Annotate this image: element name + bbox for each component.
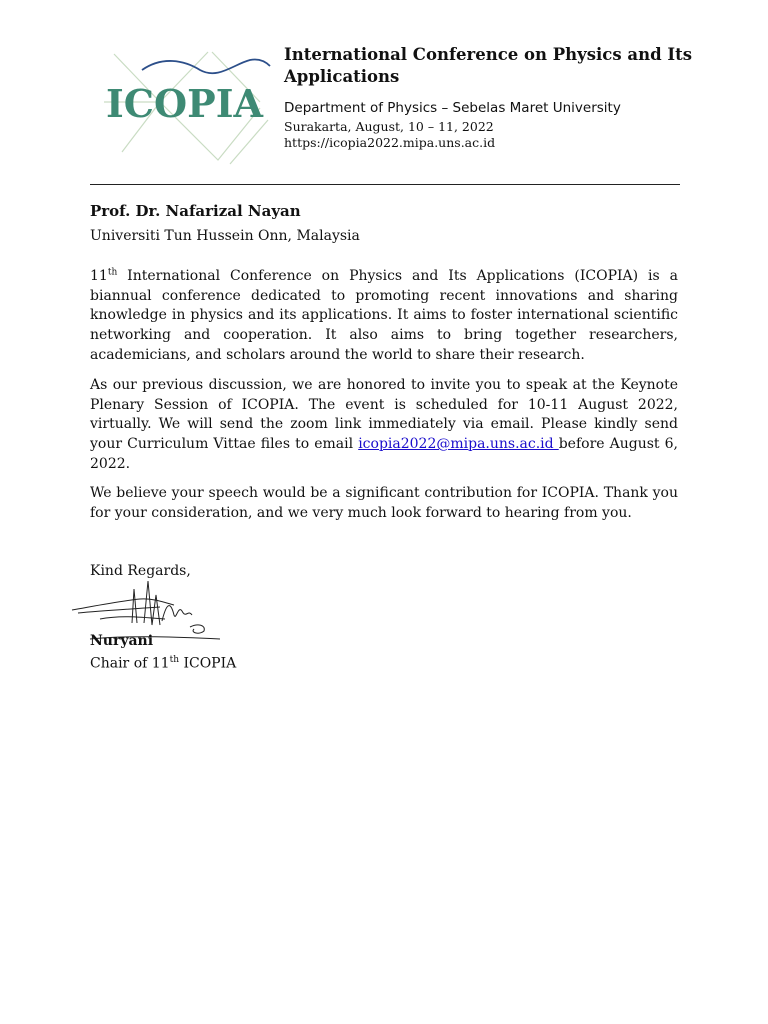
role-prefix: Chair of 11 <box>90 655 170 672</box>
email-link[interactable]: icopia2022@mipa.uns.ac.id <box>358 436 559 453</box>
letterhead <box>0 0 768 180</box>
role-suffix: ICOPIA <box>179 655 237 672</box>
signer-name: Nuryani <box>90 633 154 649</box>
role-ordinal-suffix: th <box>169 655 179 665</box>
icopia-logo <box>100 42 275 170</box>
invitation-text: As our previous discussion, we are honored to invite you to speak at the Keynote Plenary Session of ICOPIA. The event is scheduled for 10-11 August 2022, virtually. We will send the zoom link immediately via email. Please kindly send your Curriculum Vittae files to email <box>90 377 678 453</box>
recipient-affiliation: Universiti Tun Hussein Onn, Malaysia <box>90 228 360 244</box>
recipient-name: Prof. Dr. Nafarizal Nayan <box>90 202 301 220</box>
paragraph-intro <box>90 267 678 366</box>
closing-salutation: Kind Regards, <box>90 563 191 579</box>
icopia-logo-graphic <box>100 42 275 170</box>
ordinal-number: 11 <box>90 268 108 284</box>
intro-text: International Conference on Physics and Its Applications (ICOPIA) is a biannual conference dedicated to promoting recent innovations and sharing knowledge in physics and its applications. It aims to foster international scientific networking and cooperation. It also aims to bring together researchers, academicians, and scholars around the world to share their research. <box>90 268 678 363</box>
place-date: Surakarta, August, 10 – 11, 2022 <box>284 119 494 134</box>
logo-wordmark: ICOPIA <box>106 81 263 126</box>
conference-title: International Conference on Physics and Its Applications <box>284 45 692 86</box>
conference-url[interactable]: https://icopia2022.mipa.uns.ac.id <box>284 135 496 150</box>
invitation-deadline: before August 6, 2022. <box>90 436 678 472</box>
department: Department of Physics – Sebelas Maret University <box>284 100 621 116</box>
paragraph-invitation <box>90 376 678 475</box>
header-divider <box>90 184 680 185</box>
paragraph-thanks: We believe your speech would be a significant contribution for ICOPIA. Thank you for your consideration, and we very much look forward to hearing from you. <box>90 485 678 521</box>
signer-role <box>90 655 236 672</box>
ordinal-suffix: th <box>107 267 118 278</box>
